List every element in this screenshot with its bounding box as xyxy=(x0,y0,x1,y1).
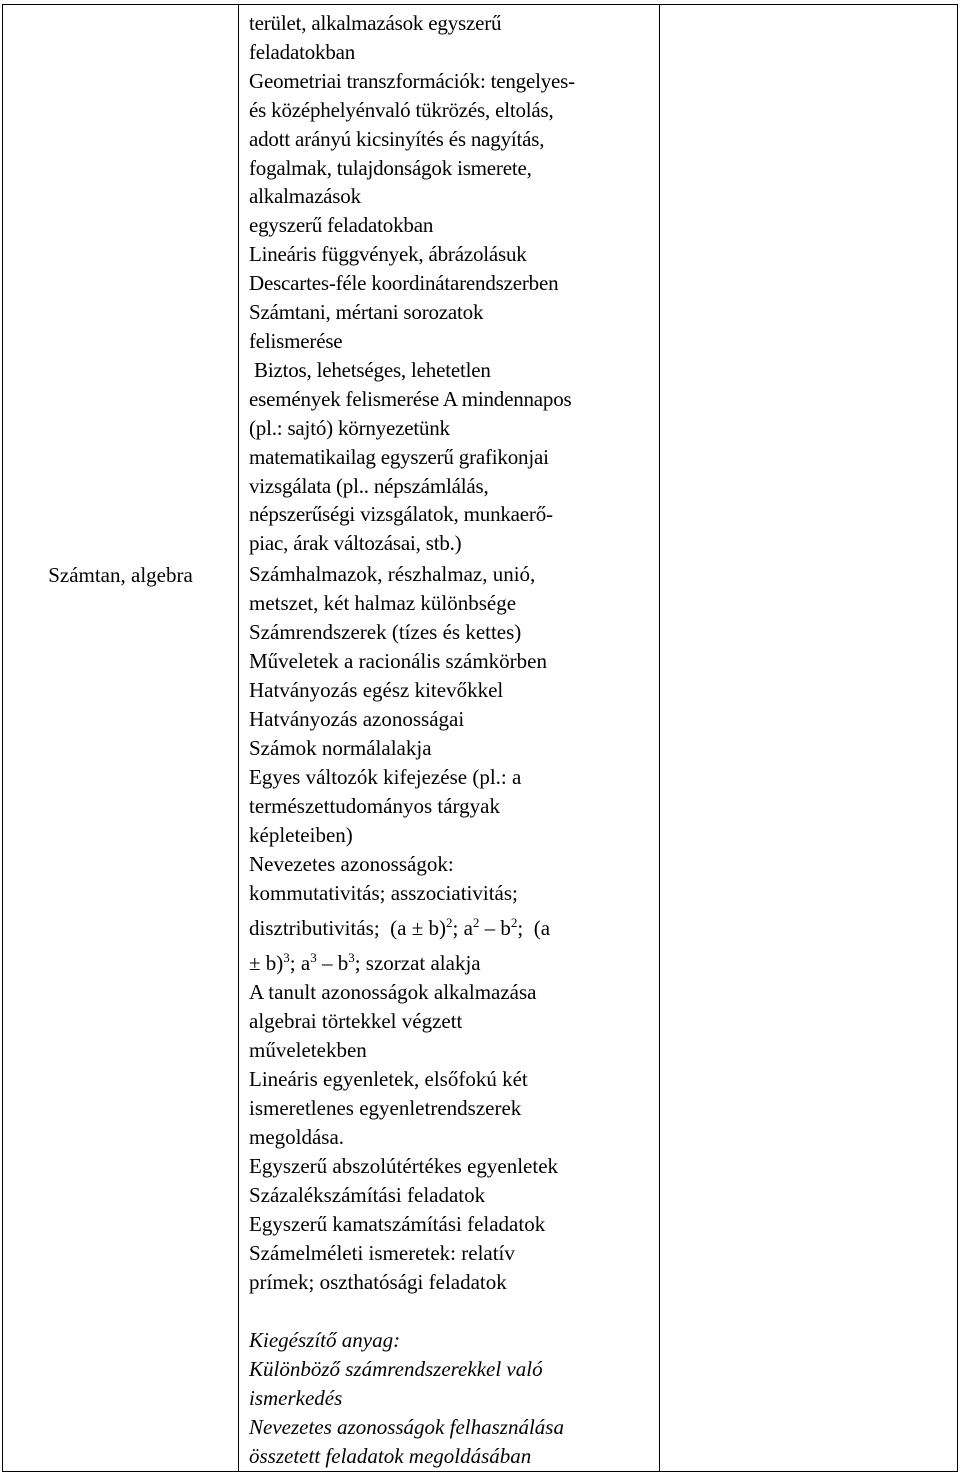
supplement-line: Különböző számrendszerekkel való xyxy=(249,1357,543,1382)
exponent: 2 xyxy=(446,915,453,931)
content-line: Számrendszerek (tízes és kettes) xyxy=(249,620,522,645)
arithmetic-algebra-section xyxy=(249,560,653,1297)
formula-text: – b xyxy=(316,951,349,976)
content-line: kommutativitás; asszociativitás; xyxy=(249,881,518,906)
geometry-statistics-section xyxy=(249,9,653,558)
formula-line xyxy=(249,943,653,978)
content-line: A tanult azonosságok alkalmazása xyxy=(249,980,537,1005)
supplementary-section xyxy=(249,1326,653,1471)
exponent: 2 xyxy=(510,915,518,931)
content-line: prímek; oszthatósági feladatok xyxy=(249,1270,507,1295)
content-line: Descartes-féle koordinátarendszerben xyxy=(249,271,559,296)
formula-text: ± b) xyxy=(249,951,284,976)
content-line: Számelméleti ismeretek: relatív xyxy=(249,1241,515,1266)
content-line: Számhalmazok, részhalmaz, unió, xyxy=(249,562,536,587)
content-line: és középhelyénvaló tükrözés, eltolás, xyxy=(249,97,554,122)
topic-cell xyxy=(3,5,239,1472)
content-line: Százalékszámítási feladatok xyxy=(249,1183,486,1208)
content-line: feladatokban xyxy=(249,39,356,64)
content-line: ismeretlenes egyenletrendszerek xyxy=(249,1096,522,1121)
content-line: képleteiben) xyxy=(249,823,353,848)
empty-notes-cell xyxy=(660,5,958,1472)
content-line: matematikailag egyszerű grafikonjai xyxy=(249,444,549,469)
formula-text: – b xyxy=(479,916,511,941)
content-line: metszet, két halmaz különbsége xyxy=(249,591,517,616)
supplement-line: ismerkedés xyxy=(249,1386,343,1411)
supplement-heading: Kiegészítő anyag: xyxy=(249,1328,401,1353)
content-line: természettudományos tárgyak xyxy=(249,794,500,819)
content-line: Egyes változók kifejezése (pl.: a xyxy=(249,765,522,790)
content-line: egyszerű feladatokban xyxy=(249,213,434,238)
content-line: terület, alkalmazások egyszerű xyxy=(249,11,502,35)
content-line: népszerűségi vizsgálatok, munkaerő- xyxy=(249,502,553,527)
content-line: Számtani, mértani sorozatok xyxy=(249,300,484,325)
content-line: vizsgálata (pl.. népszámlálás, xyxy=(249,473,489,498)
content-line: Nevezetes azonosságok: xyxy=(249,852,454,877)
table-row xyxy=(3,5,958,1472)
content-line: Lineáris egyenletek, elsőfokú két xyxy=(249,1067,528,1092)
exponent: 3 xyxy=(283,950,290,966)
content-line: események felismerése A mindennapos xyxy=(249,386,572,411)
formula-line xyxy=(249,908,653,943)
content-line: megoldása. xyxy=(249,1125,345,1150)
content-line: Egyszerű kamatszámítási feladatok xyxy=(249,1212,546,1237)
content-line: Hatványozás egész kitevőkkel xyxy=(249,678,504,703)
exponent: 2 xyxy=(472,915,480,931)
formula-text: ; szorzat alakja xyxy=(354,951,481,976)
formula-text: ; a xyxy=(289,951,311,976)
content-line: piac, árak változásai, stb.) xyxy=(249,531,462,556)
content-line: Geometriai transzformációk: tengelyes- xyxy=(249,68,575,93)
formula-text: ; a xyxy=(452,916,473,941)
topic-label: Számtan, algebra xyxy=(48,563,193,587)
exponent: 3 xyxy=(310,950,317,966)
content-line: Műveletek a racionális számkörben xyxy=(249,649,547,674)
exponent: 3 xyxy=(348,950,355,966)
content-line: Biztos, lehetséges, lehetetlen xyxy=(249,357,491,382)
formula-text: ; (a xyxy=(517,916,551,941)
curriculum-table xyxy=(2,4,958,1472)
content-line: alkalmazások xyxy=(249,184,361,209)
content-line: Hatványozás azonosságai xyxy=(249,707,465,732)
formula-text: disztributivitás; (a ± b) xyxy=(249,916,446,941)
content-line: Számok normálalakja xyxy=(249,736,432,761)
content-line: Egyszerű abszolútértékes egyenletek xyxy=(249,1154,559,1179)
supplement-line: Nevezetes azonosságok felhasználása xyxy=(249,1414,564,1439)
supplement-line: összetett feladatok megoldásában xyxy=(249,1443,532,1468)
content-line: felismerése xyxy=(249,328,343,353)
content-line: fogalmak, tulajdonságok ismerete, xyxy=(249,155,532,180)
content-line: (pl.: sajtó) környezetünk xyxy=(249,415,450,440)
content-cell xyxy=(239,5,660,1472)
content-line: műveletekben xyxy=(249,1038,367,1063)
content-line: algebrai törtekkel végzett xyxy=(249,1009,463,1034)
content-line: adott arányú kicsinyítés és nagyítás, xyxy=(249,126,545,151)
content-line: Lineáris függvények, ábrázolásuk xyxy=(249,242,527,267)
